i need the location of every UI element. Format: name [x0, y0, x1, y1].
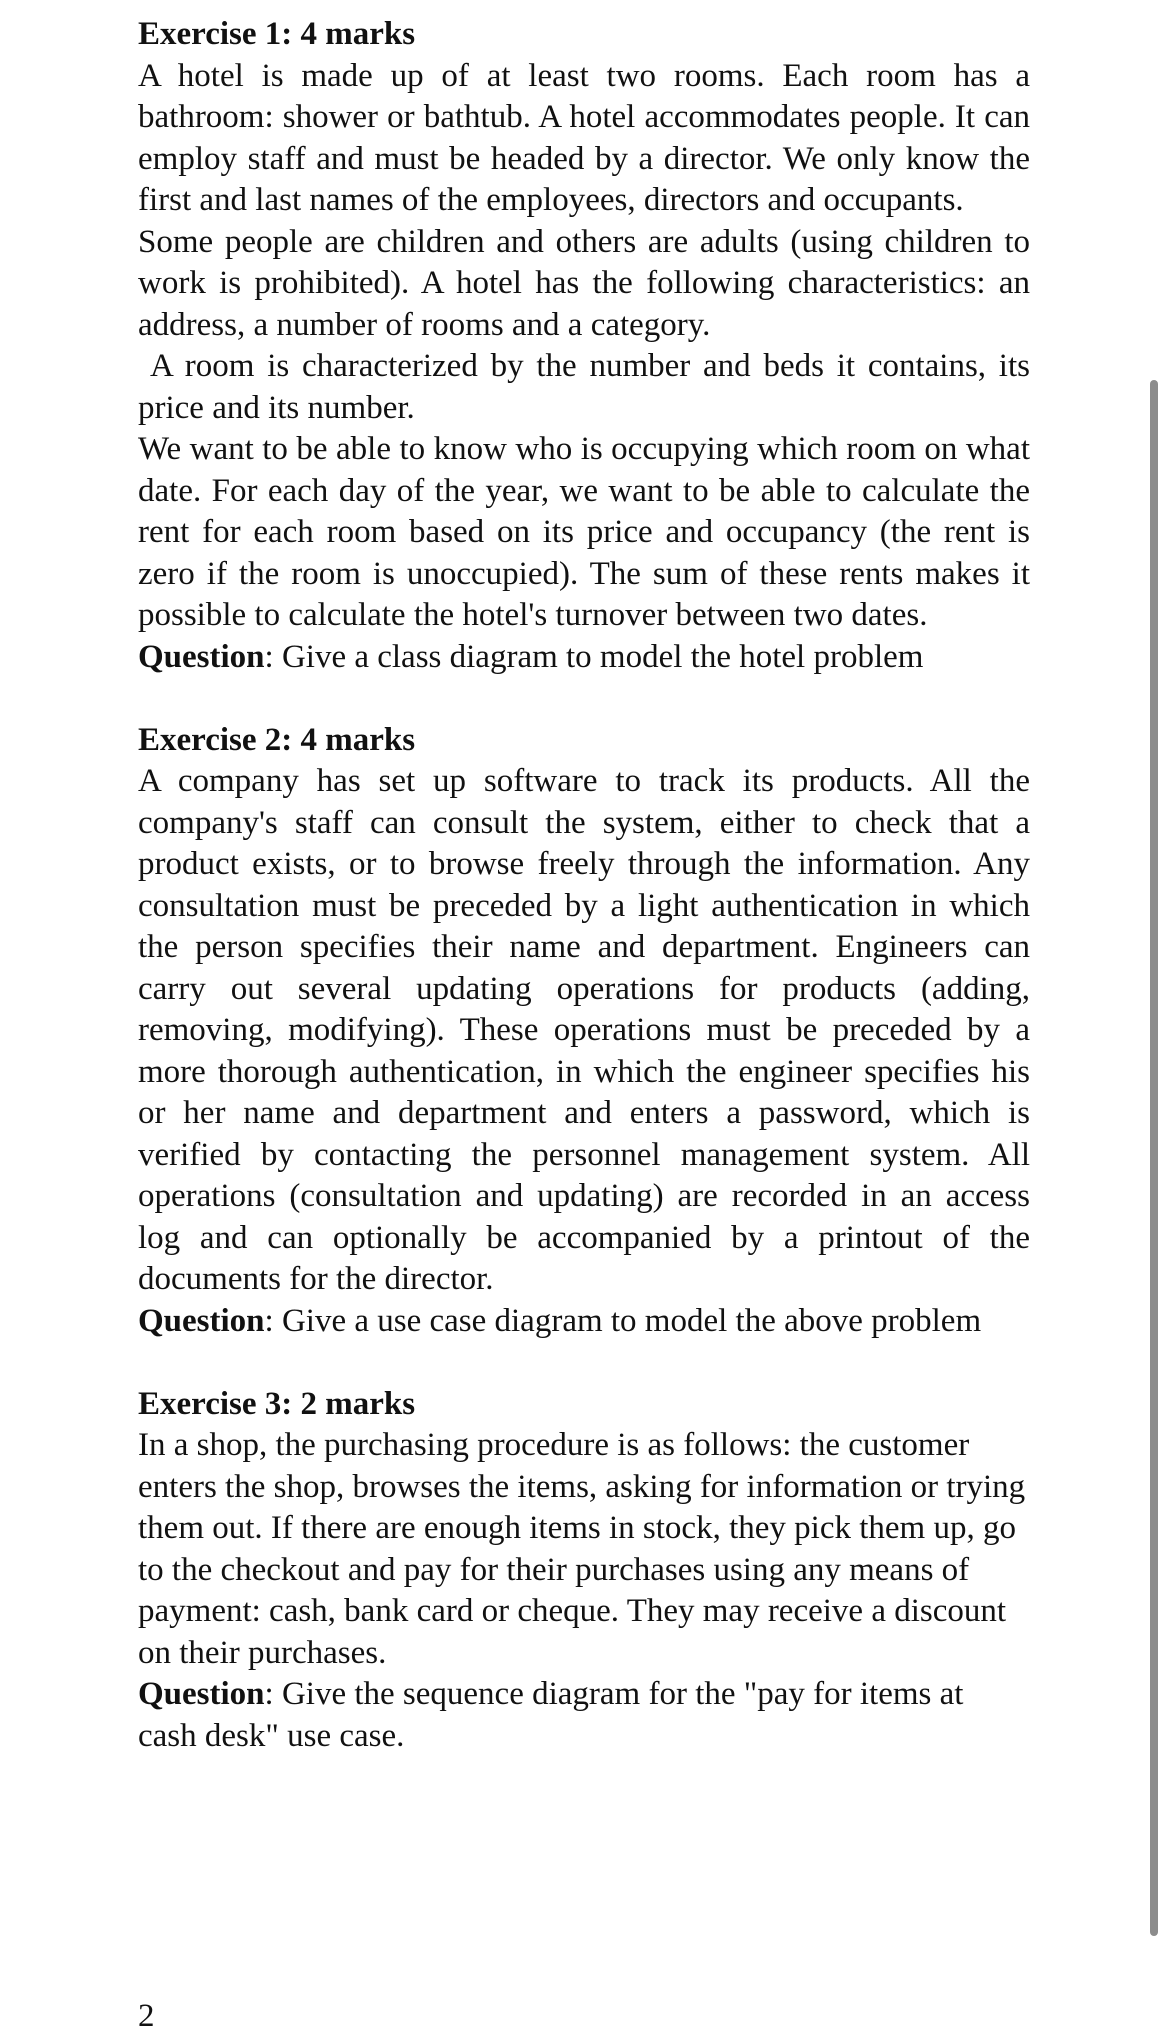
- question-label: Question: [138, 1676, 265, 1712]
- exercise-1-title: Exercise 1: 4 marks: [138, 16, 416, 52]
- exercise-3-question: [138, 1674, 1030, 1757]
- document-page: [138, 14, 1030, 1757]
- exercise-3-paragraph-1: In a shop, the purchasing procedure is as follows: the customer enters the shop, browses the items, asking for information or trying them out. If there are enough items in stock, they pick them up, go to the checkout and pay for their purchases using any means of payment: cash, bank card or cheque. They may receive a discount on their purchases.: [138, 1427, 1026, 1671]
- spacer: [138, 678, 1030, 720]
- exercise-1-question: [138, 637, 1030, 679]
- exercise-1-paragraph-4: We want to be able to know who is occupying which room on what date. For each day of the year, we want to be able to calculate the rent for each room based on its price and occupancy (the rent is zero if the room is unoccupied). The sum of these rents makes it possible to calculate the hotel's turnover between two dates.: [138, 431, 1030, 633]
- exercise-3-title: Exercise 3: 2 marks: [138, 1385, 416, 1422]
- exercise-2-title: Exercise 2: 4 marks: [138, 721, 416, 758]
- exercise-2-paragraph-1: A company has set up software to track its products. All the company's staff can consult the system, either to check that a product exists, or to browse freely through the information. Any consultation must be preceded by a light authentication in which the person specifies their name and department. Engineers can carry out several updating operations for products (adding, removing, modifying). These operations must be preceded by a more thorough authentication, in which the engineer specifies his or her name and department and enters a password, which is verified by contacting the personnel management system. All operations (consultation and updating) are recorded in an access log and can optionally be accompanied by a printout of the documents for the director.: [138, 763, 1030, 1297]
- exercise-1-paragraph-3: A room is characterized by the number and beds it contains, its price and its number.: [138, 348, 1030, 426]
- exercise-1: [138, 14, 1030, 678]
- spacer: [138, 1342, 1030, 1384]
- exercise-1-paragraph-1: A hotel is made up of at least two rooms. Each room has a bathroom: shower or bathtub. A hotel accommodates people. It can employ staff and must be headed by a director. We only know the first and last names of the employees, directors and occupants.: [138, 57, 1030, 218]
- exercise-2-question: [138, 1301, 1030, 1343]
- exercise-2: [138, 720, 1030, 1343]
- question-text: : Give a class diagram to model the hotel problem: [264, 638, 924, 675]
- question-text: : Give a use case diagram to model the above problem: [264, 1302, 982, 1339]
- page-number: 2: [138, 1998, 155, 2034]
- exercise-3: [138, 1384, 1030, 1758]
- question-label: Question: [138, 638, 265, 675]
- question-text: : Give the sequence diagram for the "pay for items at cash desk" use case.: [138, 1676, 964, 1754]
- vertical-scrollbar[interactable]: [1150, 380, 1158, 1936]
- question-label: Question: [138, 1302, 265, 1339]
- exercise-1-paragraph-2: Some people are children and others are adults (using children to work is prohibited). A hotel has the following characteristics: an address, a number of rooms and a category.: [138, 223, 1030, 343]
